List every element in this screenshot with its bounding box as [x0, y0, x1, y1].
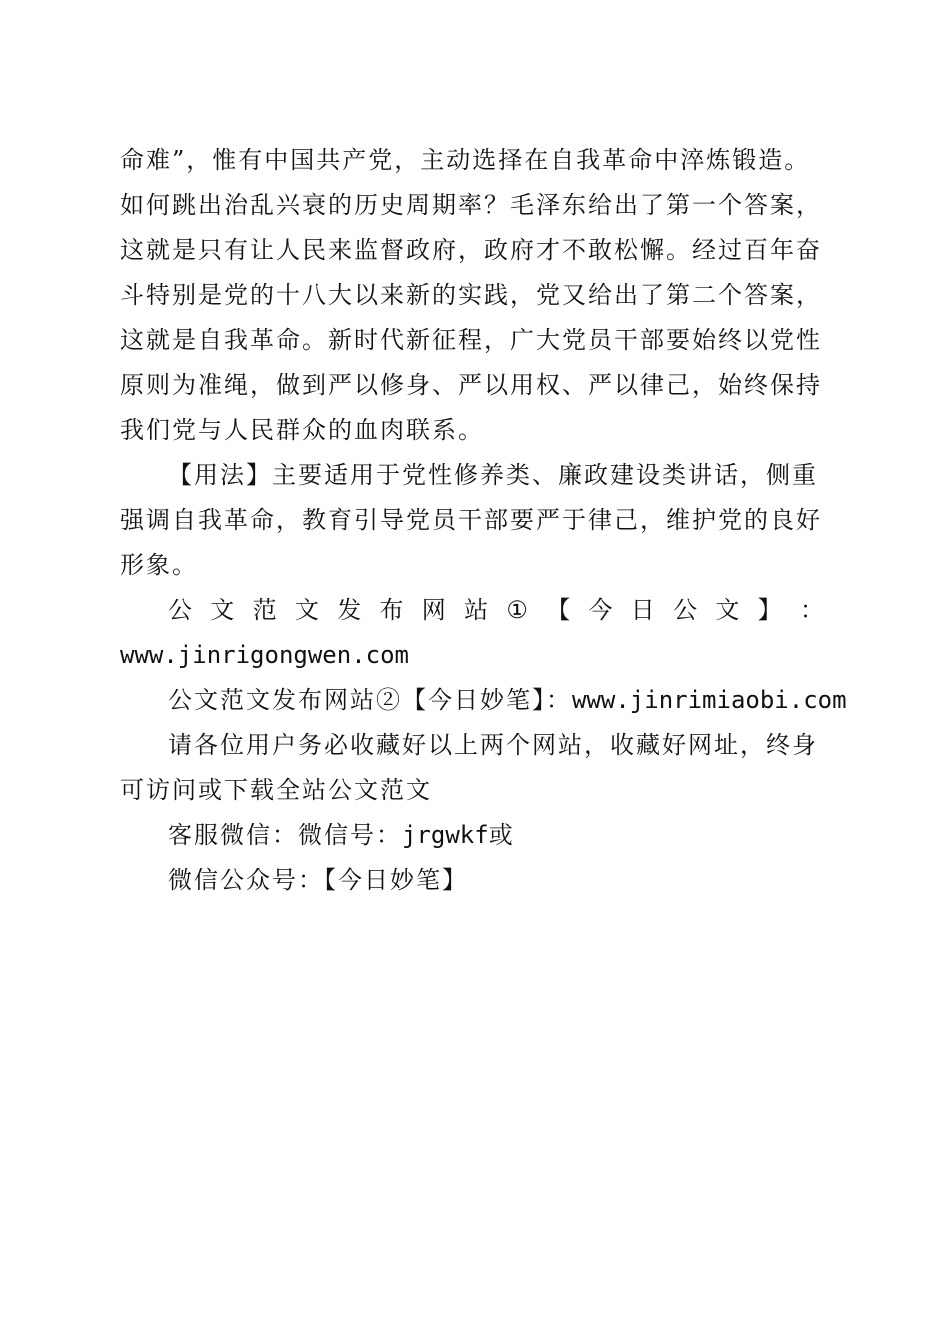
site1-char: 范: [252, 596, 279, 624]
text-line: 这就是自我革命。新时代新征程，广大党员干部要始终以党性: [120, 326, 822, 354]
site1-char: 布: [379, 596, 406, 624]
service-suffix: 或: [488, 821, 515, 849]
site1-char: ：: [799, 596, 826, 624]
notice-line: 可访问或下载全站公文范文: [120, 776, 432, 804]
site1-char: 日: [630, 596, 657, 624]
usage-paragraph: [120, 453, 826, 588]
service-id: jrgwkf: [402, 821, 489, 849]
site1-char: 发: [337, 596, 364, 624]
footer-block: [120, 588, 847, 903]
site1-char: 文: [294, 596, 321, 624]
text-line: 这就是只有让人民来监督政府，政府才不敢松懈。经过百年奋: [120, 236, 822, 264]
site1-char: 文: [210, 596, 237, 624]
body-paragraph: [120, 138, 826, 453]
text-line: 如何跳出治乱兴衰的历史周期率？毛泽东给出了第一个答案，: [120, 191, 822, 219]
site2-label: 公文范文发布网站②【今日妙笔】：: [168, 686, 572, 714]
site1-char: 公: [673, 596, 700, 624]
site1-char: ①: [506, 596, 530, 624]
text-line: 【用法】主要适用于党性修养类、廉政建设类讲话，侧重: [168, 461, 818, 489]
site1-char: 网: [421, 596, 448, 624]
site1-char: 文: [715, 596, 742, 624]
text-line: 斗特别是党的十八大以来新的实践，党又给出了第二个答案，: [120, 281, 822, 309]
site2-url: www.jinrimiaobi.com: [572, 686, 847, 714]
site1-label: [120, 588, 826, 633]
service-line: [120, 813, 826, 858]
text-line: 强调自我革命，教育引导党员干部要严于律己，维护党的良好: [120, 506, 822, 534]
text-line: 原则为准绳，做到严以修身、严以用权、严以律己，始终保持: [120, 371, 822, 399]
site1-char: 公: [168, 596, 194, 624]
site2-line: [120, 678, 847, 723]
notice-line: 请各位用户务必收藏好以上两个网站，收藏好网址，终身: [168, 731, 818, 759]
site1-char: 】: [757, 596, 784, 624]
wechat-line: 微信公众号：【今日妙笔】: [168, 866, 468, 894]
text-line: 形象。: [120, 551, 198, 579]
site1-char: 【: [546, 596, 573, 624]
site1-char: 今: [588, 596, 615, 624]
service-label: 客服微信：微信号：: [168, 821, 402, 849]
text-line: 我们党与人民群众的血肉联系。: [120, 416, 484, 444]
text-line: 命难”，惟有中国共产党，主动选择在自我革命中淬炼锻造。: [120, 146, 811, 174]
site1-char: 站: [464, 596, 491, 624]
site1-url: www.jinrigongwen.com: [120, 641, 409, 669]
